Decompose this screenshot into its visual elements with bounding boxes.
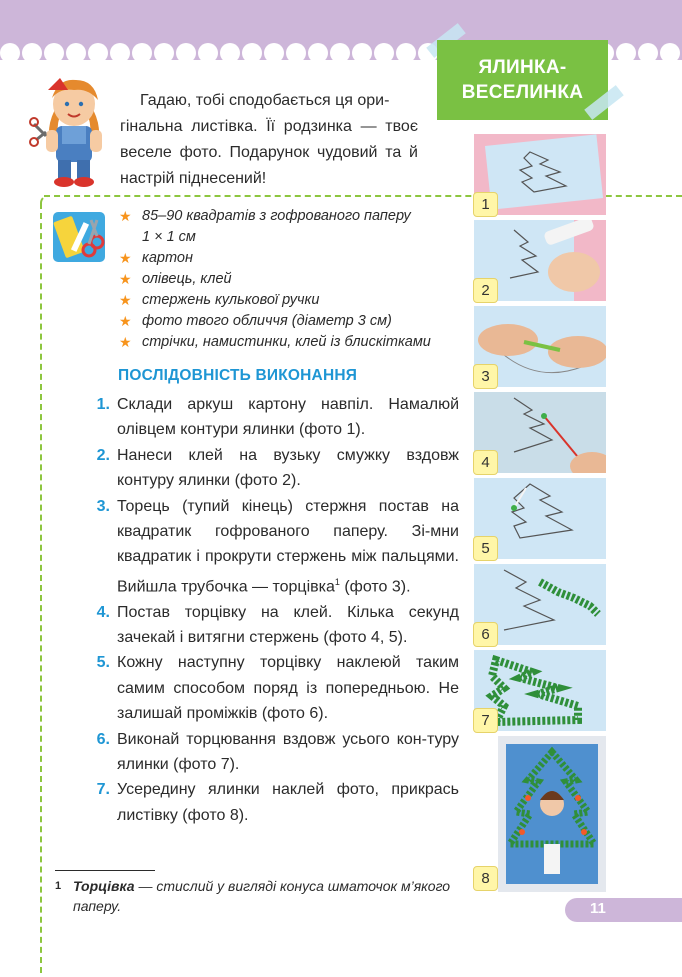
scallop-shape [44,43,64,63]
scallop-shape [396,43,416,63]
footnote-ref: 1 [334,576,340,587]
materials-item-text: картон [142,250,193,266]
scallop-shape [264,43,284,63]
scallop-shape [374,43,394,63]
materials-item-continuation: 1 × 1 см [142,229,196,245]
footnote-body [55,876,455,916]
photo-label: 8 [473,866,498,891]
scallop-shape [132,43,152,63]
materials-list [119,206,459,353]
star-bullet-icon: ★ [119,250,132,266]
photo-label: 2 [473,278,498,303]
materials-item [119,206,459,248]
step-text: Постав торцівку на клей. Кілька секунд зачекай і витягни стержень (фото 4, 5). [117,603,459,646]
scallop-shape [0,43,20,63]
scallop-shape [286,43,306,63]
materials-item-text: фото твого обличчя (діаметр 3 см) [142,313,392,329]
step-number: 3. [96,497,110,515]
step-text: Нанеси клей на вузьку смужку вздовж контуру ялинки (фото 2). [117,446,459,490]
title-line-2: ВЕСЕЛИНКА [461,82,584,103]
materials-item [119,269,459,290]
scallop-shape [242,43,262,63]
dashed-frame-left [40,203,42,973]
footnote-rule [55,870,155,871]
star-bullet-icon: ★ [119,292,132,308]
scallop-shape [22,43,42,63]
materials-item-text: стрічки, намистинки, клей із блискітками [142,334,431,350]
step-text-after: (фото 3). [339,578,411,596]
photo-8-image [498,736,606,892]
girl-mascot-illustration [28,74,120,188]
page-number-tab [565,898,682,922]
footnote-mark: 1 [55,880,62,892]
materials-item-text: 85–90 квадратів з гофрованого паперу [142,208,411,224]
step-item [84,777,459,828]
step-text: Склади аркуш картону навпіл. Намалюй олівцем контури ялинки (фото 1). [117,396,459,439]
footnote-term: Торцівка [73,878,135,894]
scallop-shape [638,43,658,63]
scallop-shape [88,43,108,63]
step-item [84,443,459,494]
step-item [84,650,459,726]
step-number: 5. [96,654,110,672]
step-item [84,392,459,443]
intro-line-1: Гадаю, тобі сподобається ця ори- [140,92,390,109]
materials-item [119,332,459,353]
star-bullet-icon: ★ [119,208,132,224]
step-item [84,727,459,778]
step-text: Кожну наступну торцівку наклеюй таким самим способом поряд із попередньою. Не залишай проміжків (фото 6). [117,654,459,723]
step-item [84,494,459,600]
title-box [437,40,608,120]
intro-paragraph [120,88,418,192]
steps-heading: ПОСЛІДОВНІСТЬ ВИКОНАННЯ [118,367,358,384]
photo-label: 7 [473,708,498,733]
photo-label: 6 [473,622,498,647]
scallop-shape [308,43,328,63]
title-line-1: ЯЛИНКА- [478,57,567,78]
photo-8 [498,736,606,892]
scallop-shape [660,43,680,63]
scallop-shape [154,43,174,63]
materials-item-text: олівець, клей [142,271,232,287]
step-number: 2. [96,446,110,464]
step-text: Торець (тупий кінець) стержня постав на квадратик гофрованого паперу. Зі-мни квадратик і прокрути стержень між пальцями. Вийшла трубочка — торцівка [117,497,459,596]
photo-label: 1 [473,192,498,217]
scallop-shape [198,43,218,63]
step-text: Усередину ялинки наклей фото, прикрась листівку (фото 8). [117,781,459,824]
footnote [55,876,455,916]
star-bullet-icon: ★ [119,313,132,329]
steps-list [84,392,459,828]
scallop-shape [176,43,196,63]
footnote-text: — стислий у вигляді конуса шматочок м’якого паперу. [73,878,451,914]
step-number: 7. [96,781,110,799]
materials-tools-icon [53,212,105,262]
materials-item-text: стержень кулькової ручки [142,292,320,308]
photo-label: 3 [473,364,498,389]
scallop-shape [616,43,636,63]
scallop-shape [220,43,240,63]
step-number: 6. [96,730,110,748]
page-number: 11 [590,900,606,917]
step-text: Виконай торцювання вздовж усього кон-туру ялинки (фото 7). [117,730,459,774]
scallop-shape [330,43,350,63]
materials-item [119,248,459,269]
scallop-shape [66,43,86,63]
scallop-shape [110,43,130,63]
star-bullet-icon: ★ [119,271,132,287]
materials-item [119,311,459,332]
materials-item [119,290,459,311]
photo-label: 4 [473,450,498,475]
intro-rest: гінальна листівка. Її родзинка — твоє веселе фото. Подарунок чудовий та й настрій піднесений! [120,118,418,187]
scallop-shape [352,43,372,63]
step-item [84,600,459,651]
star-bullet-icon: ★ [119,334,132,350]
step-number: 1. [96,396,110,413]
step-number: 4. [96,603,110,621]
photo-label: 5 [473,536,498,561]
